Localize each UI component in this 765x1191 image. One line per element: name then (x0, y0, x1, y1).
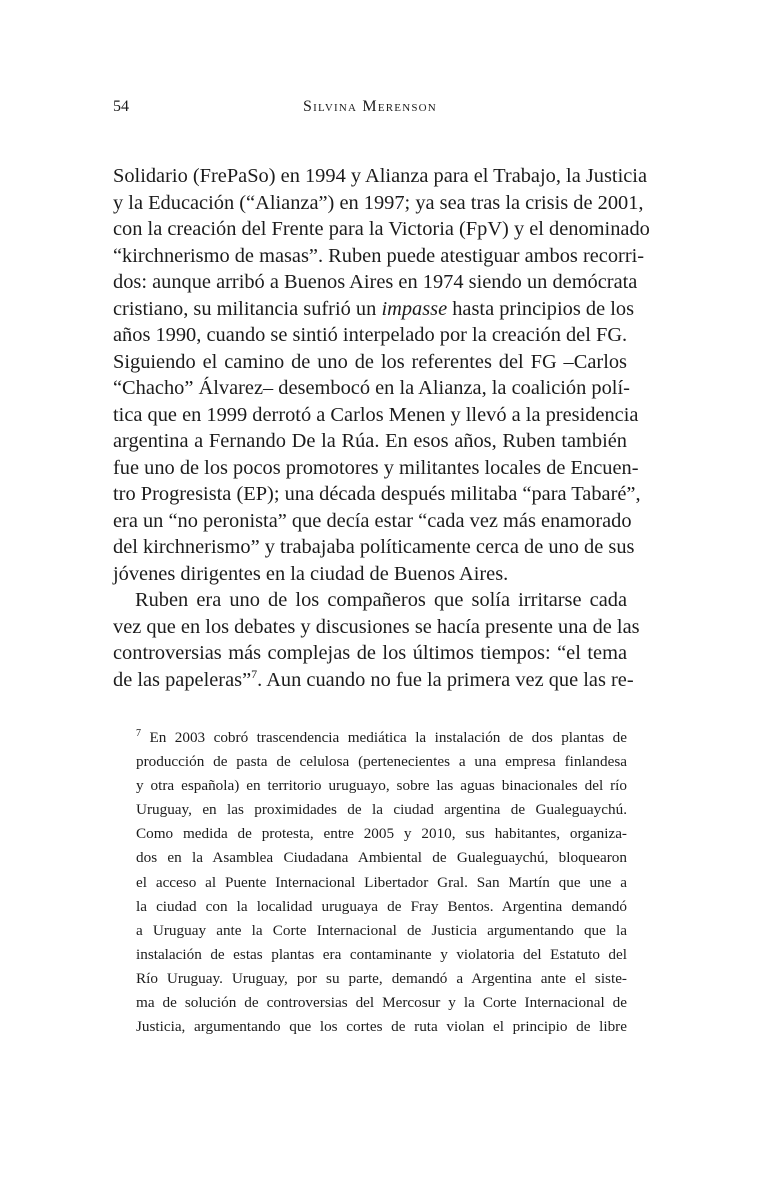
footnote-first-line (136, 726, 627, 750)
footnote-line: Uruguay, en las proximidades de la ciudad argentina de Gualeguaychú. (136, 801, 627, 819)
body-line-with-italic (113, 296, 635, 323)
footnote-reference: 7 (251, 666, 258, 681)
footnote-line: dos en la Asamblea Ciudadana Ambiental de Gualeguaychú, bloquearon (136, 849, 627, 867)
italic-term: impasse (381, 297, 448, 320)
body-line: argentina a Fernando De la Rúa. En esos años, Ruben también (113, 430, 627, 452)
body-line: “Chacho” Álvarez– desembocó en la Alianza, la coalición polí- (113, 377, 630, 399)
page-number: 54 (113, 98, 129, 115)
footnote-block (136, 726, 627, 1039)
body-line: tica que en 1999 derrotó a Carlos Menen y llevó a la presidencia (113, 403, 639, 426)
page-header (113, 98, 627, 124)
footnote-line: a Uruguay ante la Corte Internacional de Justicia argumentando que la (136, 921, 627, 939)
body-line: controversias más complejas de los últimos tiempos: “el tema (113, 642, 627, 664)
footnote-line: Como medida de protesta, entre 2005 y 2010, sus habitantes, organiza- (136, 825, 627, 843)
body-line: tro Progresista (EP); una década después militaba “para Tabaré”, (113, 483, 641, 505)
footnote-line: instalación de estas plantas era contaminante y violatoria del Estatuto del (136, 945, 627, 963)
body-text (113, 163, 650, 693)
footnote-line: Río Uruguay. Uruguay, por su parte, demandó a Argentina ante el siste- (136, 969, 627, 987)
body-line: fue uno de los pocos promotores y militantes locales de Encuen- (113, 456, 639, 479)
body-line: era un “no peronista” que decía estar “cada vez más enamorado (113, 509, 632, 532)
body-text-run: cristiano, su militancia sufrió un (113, 297, 382, 320)
body-line: con la creación del Frente para la Victoria (FpV) y el denominado (113, 218, 650, 240)
footnote-line: ma de solución de controversias del Mercosur y la Corte Internacional de (136, 994, 627, 1012)
footnote-line: y otra española) en territorio uruguayo, sobre las aguas binacionales del río (136, 777, 627, 795)
paragraph-start-line: Ruben era uno de los compañeros que solía irritarse cada (135, 589, 627, 611)
body-line: vez que en los debates y discusiones se hacía presente una de las (113, 615, 640, 638)
body-text-run: hasta principios de los (447, 297, 635, 320)
body-line: Solidario (FrePaSo) en 1994 y Alianza para el Trabajo, la Justicia (113, 165, 648, 187)
footnote-line: producción de pasta de celulosa (pertenecientes a una empresa finlandesa (136, 753, 627, 771)
footnote-line: Justicia, argumentando que los cortes de ruta violan el principio de libre (136, 1018, 627, 1036)
body-line: años 1990, cuando se sintió interpelado por la creación del FG. (113, 324, 628, 346)
footnote-line: la ciudad con la localidad uruguaya de Fray Bentos. Argentina demandó (136, 897, 627, 915)
body-line: dos: aunque arribó a Buenos Aires en 1974 siendo un demócrata (113, 271, 638, 293)
body-line: del kirchnerismo” y trabajaba políticamente cerca de uno de sus (113, 536, 635, 558)
body-line-with-footnote-ref (113, 666, 634, 694)
body-text-run: de las papeleras” (113, 668, 252, 691)
body-line: Siguiendo el camino de uno de los referentes del FG –Carlos (113, 350, 627, 373)
footnote-text-run: En 2003 cobró trascendencia mediática la instalación de dos plantas de (141, 729, 627, 746)
running-head-author: Silvina Merenson (303, 98, 437, 115)
footnote-line: el acceso al Puente Internacional Libertador Gral. San Martín que une a (136, 873, 627, 891)
footnote-marker: 7 (136, 727, 141, 739)
body-text-run: . Aun cuando no fue la primera vez que las re- (257, 668, 634, 691)
paragraph-end-line: jóvenes dirigentes en la ciudad de Buenos Aires. (113, 562, 509, 585)
body-line: y la Educación (“Alianza”) en 1997; ya sea tras la crisis de 2001, (113, 191, 644, 214)
body-line: “kirchnerismo de masas”. Ruben puede atestiguar ambos recorri- (113, 244, 645, 267)
